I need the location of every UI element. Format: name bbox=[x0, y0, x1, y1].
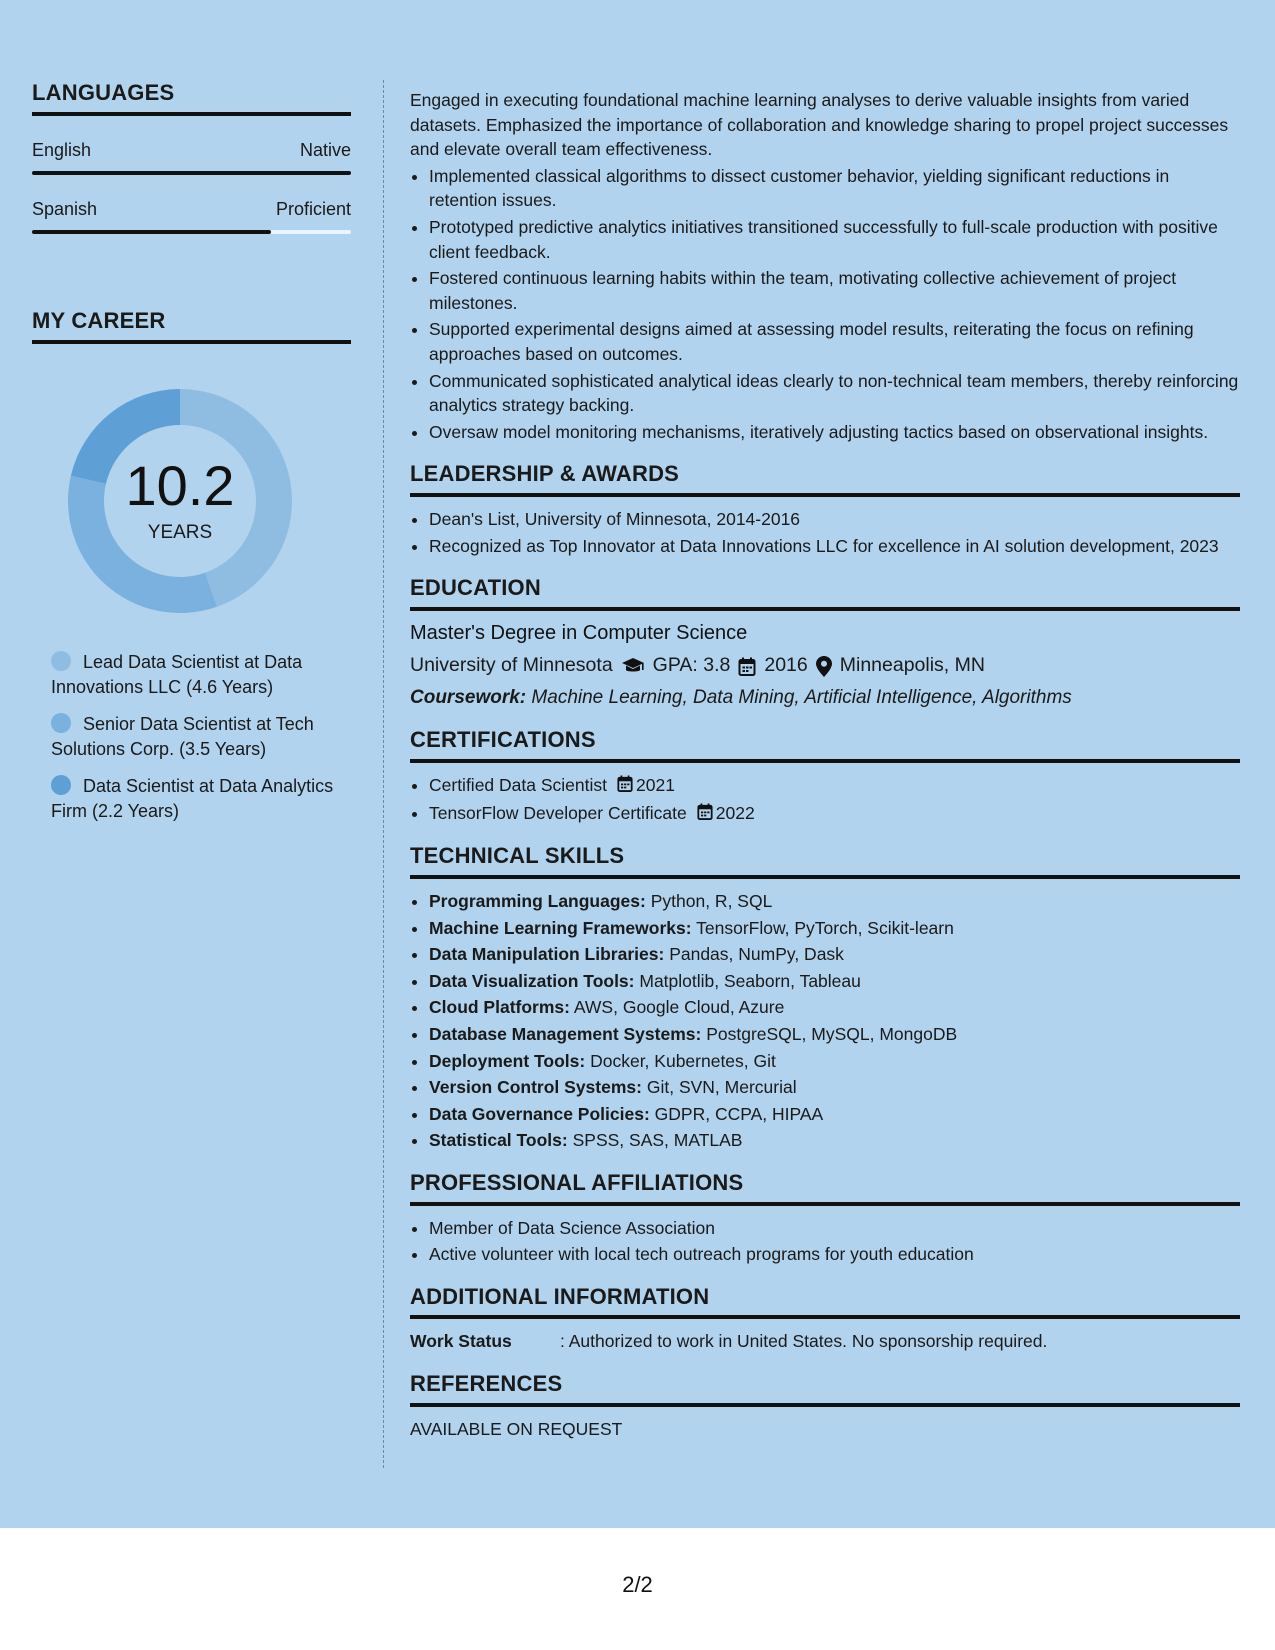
skill-label: Programming Languages: bbox=[429, 891, 646, 911]
work-status-row bbox=[410, 1329, 1240, 1354]
education-details bbox=[410, 653, 1240, 678]
certification-name: Certified Data Scientist bbox=[429, 775, 607, 796]
skill-label: Database Management Systems: bbox=[429, 1023, 702, 1044]
affiliations-title: PROFESSIONAL AFFILIATIONS bbox=[410, 1171, 1240, 1206]
language-row bbox=[32, 140, 351, 161]
page-number: 2/2 bbox=[622, 1572, 653, 1597]
leadership-section bbox=[410, 462, 1240, 558]
certifications-title: CERTIFICATIONS bbox=[410, 728, 1240, 763]
language-name: Spanish bbox=[32, 199, 98, 219]
language-proficiency-fill bbox=[32, 171, 351, 175]
experience-bullets bbox=[410, 164, 1240, 445]
skill-item bbox=[429, 1128, 1240, 1153]
skill-value: Python, R, SQL bbox=[650, 891, 773, 911]
education-coursework bbox=[410, 686, 1240, 711]
additional-title: ADDITIONAL INFORMATION bbox=[410, 1285, 1240, 1320]
skill-value: SPSS, SAS, MATLAB bbox=[572, 1130, 743, 1151]
education-degree: Master's Degree in Computer Science bbox=[410, 621, 748, 644]
skill-label: Data Manipulation Libraries: bbox=[429, 944, 665, 965]
career-legend-label: Senior Data Scientist at Tech Solutions Corp. (3.5 Years) bbox=[51, 714, 314, 759]
certification-name: TensorFlow Developer Certificate bbox=[429, 802, 687, 823]
skill-item bbox=[429, 1102, 1240, 1127]
experience-bullet: • Fostered continuous learning habits within the team, motivating collective achievement of project milestones. bbox=[429, 266, 1240, 315]
skill-item bbox=[429, 889, 1240, 914]
education-title: EDUCATION bbox=[410, 576, 1240, 611]
education-section bbox=[410, 576, 1240, 710]
leadership-list bbox=[410, 507, 1240, 558]
skill-label: Data Governance Policies: bbox=[429, 1103, 650, 1124]
left-column bbox=[32, 80, 351, 836]
experience-bullet: • Oversaw model monitoring mechanisms, iteratively adjusting tactics based on observational insights. bbox=[429, 420, 1240, 445]
skill-label: Cloud Platforms: bbox=[429, 997, 570, 1018]
legend-dot-icon bbox=[51, 651, 71, 671]
skill-label: Deployment Tools: bbox=[429, 1050, 586, 1071]
skill-item bbox=[429, 1075, 1240, 1100]
certification-year: 2021 bbox=[636, 775, 675, 796]
experience-summary: Engaged in executing foundational machine learning analyses to derive valuable insights from varied datasets. Emphasized the importance of collaboration and knowledge sharing to propel project successes and elevate overall team effectiveness. bbox=[410, 90, 1229, 160]
language-row bbox=[32, 199, 351, 220]
career-legend-label: Lead Data Scientist at Data Innovations LLC (4.6 Years) bbox=[51, 652, 303, 697]
career-legend-item bbox=[51, 712, 351, 761]
skill-value: Docker, Kubernetes, Git bbox=[590, 1050, 776, 1071]
language-item bbox=[32, 199, 351, 234]
languages-title: LANGUAGES bbox=[32, 80, 351, 116]
certification-item bbox=[429, 801, 1240, 827]
skill-item bbox=[429, 942, 1240, 967]
skill-label: Statistical Tools: bbox=[429, 1130, 568, 1151]
location-pin-icon bbox=[816, 653, 832, 678]
skill-value: Pandas, NumPy, Dask bbox=[669, 944, 844, 965]
career-total: 10.2 bbox=[125, 454, 235, 517]
language-level: Native bbox=[299, 140, 351, 160]
education-gpa: GPA: 3.8 bbox=[652, 654, 731, 677]
calendar-icon bbox=[617, 774, 633, 799]
experience-bullet: • Implemented classical algorithms to dissect customer behavior, yielding significant reductions in retention issues. bbox=[429, 164, 1240, 213]
language-proficiency-bar bbox=[32, 171, 351, 175]
skill-value: PostgreSQL, MySQL, MongoDB bbox=[706, 1023, 958, 1044]
career-donut bbox=[65, 386, 295, 616]
career-legend bbox=[51, 650, 351, 823]
language-proficiency-bar bbox=[32, 230, 351, 234]
language-proficiency-fill bbox=[32, 230, 271, 234]
skills-list bbox=[410, 889, 1240, 1153]
coursework-list: Machine Learning, Data Mining, Artificial Intelligence, Algorithms bbox=[531, 686, 1072, 708]
affiliations-list bbox=[410, 1216, 1240, 1267]
skill-item bbox=[429, 1022, 1240, 1047]
graduation-cap-icon bbox=[621, 653, 645, 678]
experience-bullet: • Prototyped predictive analytics initiatives transitioned successfully to full-scale production with positive client feedback. bbox=[429, 215, 1240, 264]
affiliation-item: • Active volunteer with local tech outreach programs for youth education bbox=[429, 1242, 1240, 1267]
certification-year: 2022 bbox=[715, 802, 755, 823]
references-text: AVAILABLE ON REQUEST bbox=[410, 1418, 623, 1439]
column-divider bbox=[383, 80, 384, 1468]
skill-label: Machine Learning Frameworks: bbox=[429, 917, 692, 938]
leadership-item: • Dean's List, University of Minnesota, 2014-2016 bbox=[429, 507, 1240, 532]
skill-item bbox=[429, 995, 1240, 1020]
career-unit: YEARS bbox=[147, 522, 213, 543]
coursework-label: Coursework: bbox=[410, 686, 527, 708]
experience-bullet: • Communicated sophisticated analytical ideas clearly to non-technical team members, thereby reinforcing analytics strategy backing. bbox=[429, 369, 1240, 418]
language-name: English bbox=[32, 140, 92, 160]
language-item bbox=[32, 140, 351, 175]
career-title: MY CAREER bbox=[32, 308, 351, 344]
work-status-label: Work Status bbox=[410, 1331, 512, 1352]
leadership-title: LEADERSHIP & AWARDS bbox=[410, 462, 1240, 497]
language-level: Proficient bbox=[275, 199, 351, 219]
legend-dot-icon bbox=[51, 775, 71, 795]
skills-section bbox=[410, 844, 1240, 1153]
skill-value: GDPR, CCPA, HIPAA bbox=[654, 1103, 824, 1124]
skill-item bbox=[429, 916, 1240, 941]
career-legend-label: Data Scientist at Data Analytics Firm (2.2 Years) bbox=[51, 776, 334, 821]
career-legend-item bbox=[51, 650, 351, 699]
education-school: University of Minnesota bbox=[410, 654, 613, 677]
career-legend-item bbox=[51, 774, 351, 823]
skill-label: Data Visualization Tools: bbox=[429, 970, 635, 991]
skill-label: Version Control Systems: bbox=[429, 1077, 642, 1098]
leadership-item: • Recognized as Top Innovator at Data Innovations LLC for excellence in AI solution development, 2023 bbox=[429, 534, 1240, 559]
skill-value: Matplotlib, Seaborn, Tableau bbox=[639, 970, 861, 991]
education-location: Minneapolis, MN bbox=[839, 654, 985, 677]
experience-bullet: • Supported experimental designs aimed at assessing model results, reiterating the focus on refining approaches based on outcomes. bbox=[429, 317, 1240, 366]
affiliations-section bbox=[410, 1171, 1240, 1267]
certifications-section bbox=[410, 728, 1240, 826]
skills-title: TECHNICAL SKILLS bbox=[410, 844, 1240, 879]
education-year: 2016 bbox=[764, 654, 808, 677]
skill-item bbox=[429, 969, 1240, 994]
references-title: REFERENCES bbox=[410, 1372, 1240, 1407]
affiliation-item: • Member of Data Science Association bbox=[429, 1216, 1240, 1241]
skill-value: AWS, Google Cloud, Azure bbox=[573, 997, 785, 1018]
skill-value: TensorFlow, PyTorch, Scikit-learn bbox=[696, 917, 954, 938]
languages-list bbox=[32, 140, 351, 234]
certifications-list bbox=[410, 773, 1240, 826]
skill-value: Git, SVN, Mercurial bbox=[646, 1077, 797, 1098]
calendar-icon bbox=[697, 802, 713, 827]
legend-dot-icon bbox=[51, 713, 71, 733]
additional-section bbox=[410, 1285, 1240, 1354]
right-column bbox=[410, 88, 1240, 1441]
work-status-value: : Authorized to work in United States. No sponsorship required. bbox=[560, 1331, 1048, 1352]
references-section bbox=[410, 1372, 1240, 1441]
calendar-icon bbox=[738, 653, 756, 678]
skill-item bbox=[429, 1049, 1240, 1074]
certification-item bbox=[429, 773, 1240, 799]
